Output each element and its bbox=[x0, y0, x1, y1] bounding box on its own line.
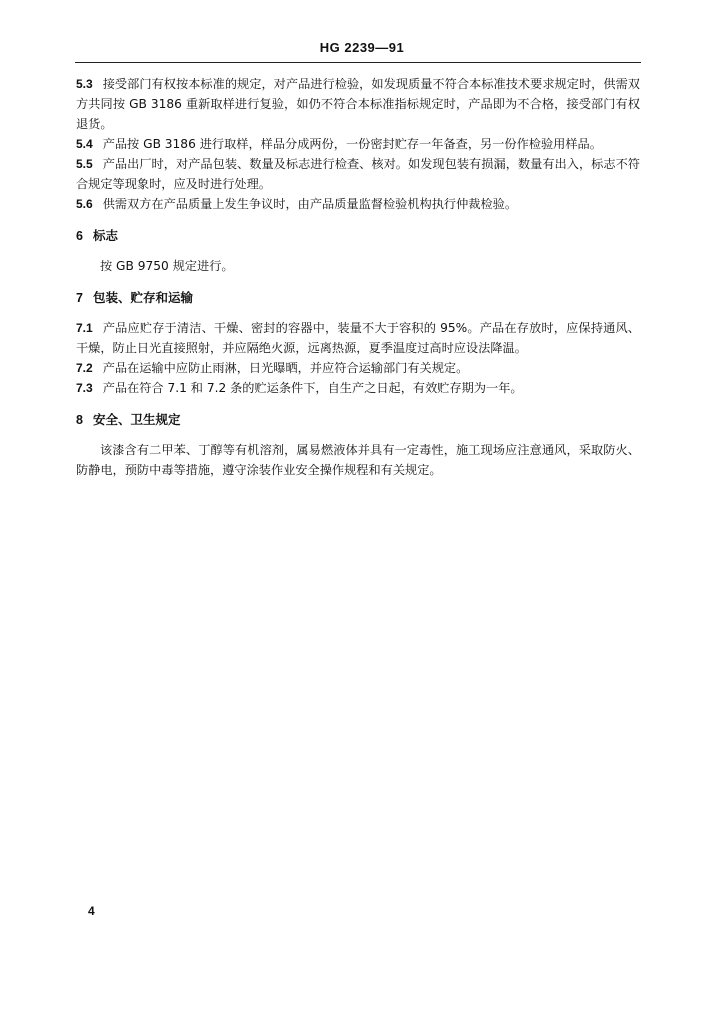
clause-number: 5.4 bbox=[76, 137, 93, 151]
header-divider bbox=[75, 62, 641, 63]
section-number: 7 bbox=[76, 291, 83, 305]
section-title: 包装、贮存和运输 bbox=[92, 290, 193, 305]
section-8-body: 该漆含有二甲苯、丁醇等有机溶剂，属易燃液体并具有一定毒性，施工现场应注意通风，采取防火、防静电，预防中毒等措施，遵守涂装作业安全操作规程和有关规定。 bbox=[76, 443, 640, 477]
page-number: 4 bbox=[88, 904, 95, 918]
clause-5-3 bbox=[76, 74, 640, 134]
clause-text: 产品在运输中应防止雨淋，日光曝晒，并应符合运输部门有关规定。 bbox=[102, 361, 469, 375]
clause-number: 7.3 bbox=[76, 381, 93, 395]
section-6-body: 按 GB 9750 规定进行。 bbox=[100, 259, 234, 273]
clause-text: 产品出厂时，对产品包装、数量及标志进行检查、核对。如发现包装有损漏，数量有出入，标志不符合规定等现象时，应及时进行处理。 bbox=[76, 157, 640, 191]
clause-text: 产品应贮存于清洁、干燥、密封的容器中，装量不大于容积的 95%。产品在存放时，应保持通风、干燥，防止日光直接照射，并应隔绝火源，远离热源，夏季温度过高时应设法降温。 bbox=[76, 321, 640, 355]
clause-number: 5.6 bbox=[76, 197, 93, 211]
clause-number: 5.5 bbox=[76, 157, 93, 171]
clause-5-4 bbox=[76, 134, 640, 154]
clause-text: 产品按 GB 3186 进行取样，样品分成两份，一份密封贮存一年备查，另一份作检验用样品。 bbox=[102, 137, 602, 151]
section-heading-7 bbox=[76, 288, 640, 308]
clause-7-1 bbox=[76, 318, 640, 358]
section-number: 6 bbox=[76, 229, 83, 243]
clause-5-5 bbox=[76, 154, 640, 194]
section-title: 标志 bbox=[92, 228, 118, 243]
section-heading-8 bbox=[76, 410, 640, 430]
clause-text: 供需双方在产品质量上发生争议时，由产品质量监督检验机构执行仲裁检验。 bbox=[102, 197, 518, 211]
section-title: 安全、卫生规定 bbox=[92, 412, 181, 427]
clause-number: 7.2 bbox=[76, 361, 93, 375]
clause-number: 7.1 bbox=[76, 321, 93, 335]
clause-text: 产品在符合 7.1 和 7.2 条的贮运条件下，自生产之日起，有效贮存期为一年。 bbox=[102, 381, 523, 395]
clause-text: 接受部门有权按本标准的规定，对产品进行检验，如发现质量不符合本标准技术要求规定时，供需双方共同按 GB 3186 重新取样进行复验，如仍不符合本标准指标规定时，产品即为不合格，接受部门有权退货。 bbox=[76, 77, 640, 131]
clause-number: 5.3 bbox=[76, 77, 93, 91]
document-body bbox=[76, 74, 640, 488]
document-code-header: HG 2239—91 bbox=[319, 40, 405, 55]
section-number: 8 bbox=[76, 413, 83, 427]
clause-7-2 bbox=[76, 358, 640, 378]
clause-5-6 bbox=[76, 194, 640, 214]
clause-7-3 bbox=[76, 378, 640, 398]
section-heading-6 bbox=[76, 226, 640, 246]
